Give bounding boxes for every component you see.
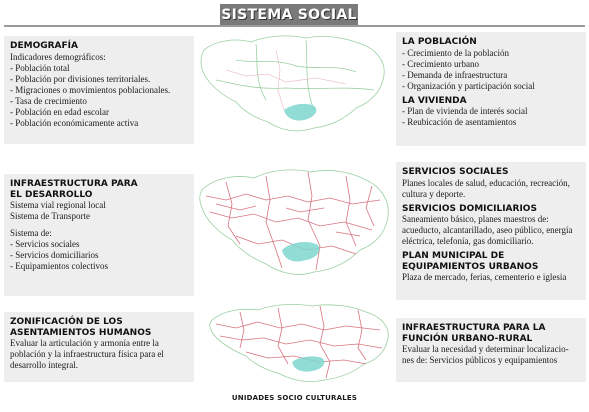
infraestructura-line: Sistema vial regional local <box>10 200 106 210</box>
list-item: - Servicios domiciliarios <box>10 250 188 261</box>
infraestructura-box <box>4 174 194 296</box>
zonificacion-text: población y la infraestructura física para el <box>10 349 164 359</box>
demografia-list <box>10 63 188 129</box>
map-roads <box>226 50 346 110</box>
zonificacion-box <box>4 312 194 382</box>
list-item: - Crecimiento urbano <box>402 59 580 70</box>
infraestructura-heading-1: INFRAESTRUCTURA PARA <box>10 179 138 189</box>
list-item: - Población en edad escolar <box>10 107 188 118</box>
poblacion-box <box>396 32 586 146</box>
title-banner <box>220 4 358 26</box>
list-item: - Demanda de infraestructura <box>402 70 580 81</box>
servicios-sociales-heading: SERVICIOS SOCIALES <box>402 167 509 177</box>
demografia-intro: Indicadores demográficos: <box>10 51 106 62</box>
demografia-heading: DEMOGRAFÍA <box>10 41 78 51</box>
list-item: - Organización y participación social <box>402 81 580 92</box>
funcion-urbano-rural-heading-1: INFRAESTRUCTURA PARA LA <box>402 323 546 333</box>
infraestructura-intro: Sistema de: <box>10 228 52 238</box>
infraestructura-heading-2: EL DESARROLLO <box>10 189 93 200</box>
poblacion-list <box>402 48 580 92</box>
funcion-urbano-rural-heading-2: FUNCIÓN URBANO-RURAL <box>402 333 533 344</box>
funcion-urbano-rural-text: Evaluar la necesidad y determinar localizacio- <box>402 344 569 354</box>
plan-municipal-heading-2: EQUIPAMIENTOS URBANOS <box>402 261 539 272</box>
poblacion-heading: LA POBLACIÓN <box>402 37 477 47</box>
infraestructura-list <box>10 239 188 272</box>
map-infrastructure <box>196 160 394 290</box>
infraestructura-line: Sistema de Transporte <box>10 211 90 221</box>
vivienda-heading: LA VIVIENDA <box>402 95 467 106</box>
list-item: - Equipamientos colectivos <box>10 261 188 272</box>
page-title: SISTEMA SOCIAL <box>221 7 357 23</box>
servicios-domiciliarios-text: acueducto, alcantarillado, aseo público, energía <box>402 225 573 235</box>
footer-caption: UNIDADES SOCIO CULTURALES <box>231 394 358 402</box>
demografia-box <box>4 36 194 144</box>
zonificacion-heading-2: ASENTAMIENTOS HUMANOS <box>10 327 152 338</box>
zonificacion-text: Evaluar la articulación y armonía entre la <box>10 338 159 348</box>
list-item: - Crecimiento de la población <box>402 48 580 59</box>
lake-shape <box>284 104 316 121</box>
map-settlements <box>206 300 396 390</box>
list-item: - Plan de vivienda de interés social <box>402 106 580 117</box>
list-item: - Reubicación de asentamientos <box>402 117 580 128</box>
list-item: - Migraciones o movimientos poblacionales. <box>10 85 188 96</box>
servicios-sociales-text: Planes locales de salud, educación, recreación, <box>402 177 570 188</box>
list-item: - Población total <box>10 63 188 74</box>
servicios-domiciliarios-heading: SERVICIOS DOMICILIARIOS <box>402 203 537 214</box>
funcion-urbano-rural-box <box>396 318 586 382</box>
plan-municipal-heading-1: PLAN MUNICIPAL DE <box>402 251 505 261</box>
title-divider <box>4 25 585 27</box>
servicios-domiciliarios-text: eléctrica, telefonía, gas domiciliario. <box>402 236 534 246</box>
funcion-urbano-rural-text: nes de: Servicios públicos y equipamientos <box>402 355 558 365</box>
list-item: - Población económicamente activa <box>10 118 188 129</box>
list-item: - Tasa de crecimiento <box>10 96 188 107</box>
map-population <box>196 30 394 148</box>
list-item: - Servicios sociales <box>10 239 188 250</box>
lake-shape <box>282 242 320 262</box>
servicios-domiciliarios-text: Saneamiento básico, planes maestros de: <box>402 214 549 224</box>
zonificacion-text: desarrollo integral. <box>10 360 78 370</box>
plan-municipal-text: Plaza de mercado, ferias, cementerio e iglesia <box>402 272 567 282</box>
zonificacion-heading-1: ZONIFICACIÓN DE LOS <box>10 317 123 327</box>
vivienda-list <box>402 106 580 128</box>
list-item: - Población por divisiones territoriales. <box>10 74 188 85</box>
servicios-box <box>396 162 586 300</box>
servicios-sociales-text: cultura y deporte. <box>402 188 466 199</box>
lake-shape <box>292 356 324 371</box>
